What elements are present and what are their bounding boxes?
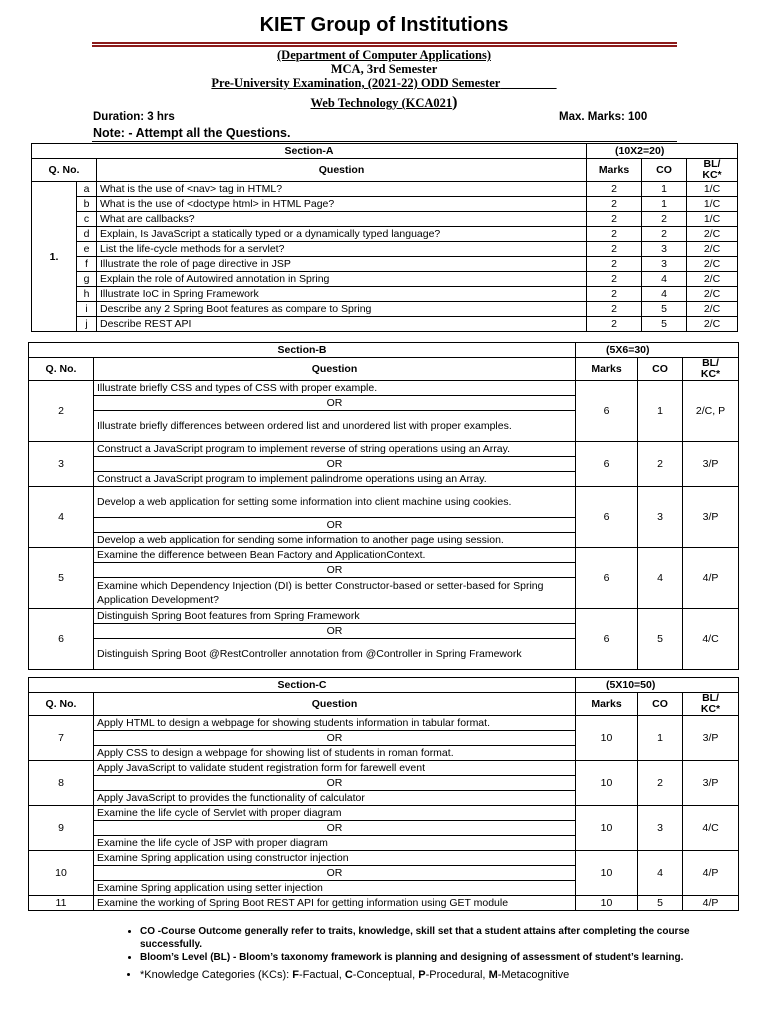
bl-value: 4/C — [683, 609, 739, 670]
section-b-row — [29, 442, 739, 457]
exam-text: Pre-University Examination, (2021-22) ODD Semester — [211, 76, 501, 90]
question-option-1: Illustrate briefly CSS and types of CSS with proper example. — [94, 381, 576, 396]
footnote-bl: • Bloom’s Level (BL) - Bloom’s taxonomy framework is planning and designing of assessment of student’s learning. — [140, 952, 700, 965]
bl-value: 2/C — [687, 317, 738, 332]
section-c-table — [28, 677, 739, 911]
section-c-marks: (5X10=50) — [576, 678, 739, 693]
col-bl — [687, 159, 738, 182]
or-separator: OR — [94, 776, 576, 791]
section-a-table — [31, 143, 738, 332]
question-number: 10 — [29, 851, 94, 896]
marks-value: 2 — [587, 272, 642, 287]
co-value: 2 — [638, 761, 683, 806]
section-a-row — [32, 197, 738, 212]
question-option-2: Construct a JavaScript program to implement palindrome operations using an Array. — [94, 472, 576, 487]
col-co: CO — [638, 693, 683, 716]
section-a-row — [32, 212, 738, 227]
bl-value: 1/C — [687, 212, 738, 227]
co-value: 1 — [642, 182, 687, 197]
kc-p-text: -Procedural, — [425, 968, 489, 981]
col-bl — [683, 358, 739, 381]
bl-value: 2/C — [687, 257, 738, 272]
subject-line — [0, 94, 768, 112]
question-number: 2 — [29, 381, 94, 442]
bl-value: 1/C — [687, 182, 738, 197]
marks-value: 2 — [587, 212, 642, 227]
exam-line — [0, 76, 768, 91]
question-number: 4 — [29, 487, 94, 548]
co-value: 1 — [642, 197, 687, 212]
or-separator: OR — [94, 457, 576, 472]
marks-value: 2 — [587, 182, 642, 197]
marks-value: 10 — [576, 851, 638, 896]
question-option-1: Develop a web application for setting some information into client machine using cookies. — [94, 487, 576, 518]
footnote-co: • CO -Course Outcome generally refer to traits, knowledge, skill set that a student attains after completing the course successfully. — [140, 926, 700, 951]
or-separator: OR — [94, 624, 576, 639]
bl-value: 4/C — [683, 806, 739, 851]
question-option-2: Apply JavaScript to provides the functionality of calculator — [94, 791, 576, 806]
bl-value: 2/C, P — [683, 381, 739, 442]
or-separator: OR — [94, 563, 576, 578]
sub-question-letter: i — [77, 302, 97, 317]
bl-value: 3/P — [683, 761, 739, 806]
section-a-column-header — [32, 159, 738, 182]
co-value: 4 — [638, 548, 683, 609]
bl-value: 4/P — [683, 548, 739, 609]
kc-p: P — [418, 968, 426, 981]
or-separator: OR — [94, 396, 576, 411]
co-value: 2 — [638, 442, 683, 487]
section-c-row — [29, 761, 739, 776]
section-a-row — [32, 287, 738, 302]
bl-value: 1/C — [687, 197, 738, 212]
marks-value: 10 — [576, 761, 638, 806]
question-option-2: Examine the life cycle of JSP with proper diagram — [94, 836, 576, 851]
marks-value: 10 — [576, 806, 638, 851]
co-value: 3 — [638, 806, 683, 851]
co-value: 3 — [642, 257, 687, 272]
section-c-heading-row — [29, 678, 739, 693]
co-value: 4 — [638, 851, 683, 896]
co-value: 5 — [642, 317, 687, 332]
section-c-row — [29, 806, 739, 821]
max-marks: Max. Marks: 100 — [559, 111, 648, 123]
marks-value: 2 — [587, 317, 642, 332]
title-rule-top — [92, 42, 677, 44]
marks-value: 2 — [587, 287, 642, 302]
col-co: CO — [638, 358, 683, 381]
or-separator: OR — [94, 866, 576, 881]
question-number: 8 — [29, 761, 94, 806]
question-text: Explain, Is JavaScript a statically typed or a dynamically typed language? — [97, 227, 587, 242]
bl-value: 3/P — [683, 487, 739, 548]
section-a-row — [32, 182, 738, 197]
marks-value: 2 — [587, 242, 642, 257]
col-bl-line2: KC* — [700, 703, 721, 715]
col-bl-line2: KC* — [700, 368, 721, 380]
bl-value: 2/C — [687, 272, 738, 287]
question-number: 9 — [29, 806, 94, 851]
kc-c-text: -Conceptual, — [352, 968, 419, 981]
question-option-1: Apply HTML to design a webpage for showing students information in tabular format. — [94, 716, 576, 731]
kc-c: C — [344, 968, 353, 981]
marks-value: 6 — [576, 487, 638, 548]
section-a-title: Section-A — [32, 144, 587, 159]
kc-m-text: -Metacognitive — [497, 968, 570, 981]
section-b-marks: (5X6=30) — [576, 343, 739, 358]
question-text: Illustrate IoC in Spring Framework — [97, 287, 587, 302]
col-bl-line2: KC* — [702, 169, 722, 181]
sub-question-letter: g — [77, 272, 97, 287]
col-bl-line1: BL/ — [702, 357, 719, 369]
section-b-heading-row — [29, 343, 739, 358]
question-option-2: Examine Spring application using setter injection — [94, 881, 576, 896]
question-number: 5 — [29, 548, 94, 609]
co-value: 1 — [638, 381, 683, 442]
question-option-2: Develop a web application for sending some information to another page using session. — [94, 533, 576, 548]
duration: Duration: 3 hrs — [93, 111, 175, 123]
question-text: List the life-cycle methods for a servlet? — [97, 242, 587, 257]
marks-value: 10 — [576, 896, 638, 911]
marks-value: 6 — [576, 381, 638, 442]
section-b-row — [29, 609, 739, 624]
question-number: 7 — [29, 716, 94, 761]
bl-value: 2/C — [687, 242, 738, 257]
marks-value: 6 — [576, 609, 638, 670]
or-separator: OR — [94, 821, 576, 836]
question-text: Describe REST API — [97, 317, 587, 332]
section-a-row — [32, 242, 738, 257]
question-option-1: Examine the difference between Bean Factory and ApplicationContext. — [94, 548, 576, 563]
sub-question-letter: a — [77, 182, 97, 197]
or-separator: OR — [94, 518, 576, 533]
section-a-row — [32, 257, 738, 272]
co-value: 3 — [638, 487, 683, 548]
question-text: What is the use of <doctype html> in HTML Page? — [97, 197, 587, 212]
title-rule-bottom — [92, 45, 677, 47]
marks-value: 2 — [587, 197, 642, 212]
col-qno: Q. No. — [29, 358, 94, 381]
question-text: What are callbacks? — [97, 212, 587, 227]
exam-underline-pad — [500, 76, 556, 90]
col-marks: Marks — [576, 693, 638, 716]
kc-m: M — [488, 968, 498, 981]
kc-f: F — [292, 968, 299, 981]
co-value: 2 — [642, 212, 687, 227]
kc-f-text: -Factual, — [298, 968, 345, 981]
marks-value: 6 — [576, 442, 638, 487]
kc-prefix: *Knowledge Categories (KCs): — [140, 968, 293, 981]
question-option-2: Examine which Dependency Injection (DI) is better Constructor-based or setter-based for Spring Application Development? — [94, 578, 576, 609]
subject-paren: ) — [452, 94, 458, 111]
co-value: 5 — [638, 896, 683, 911]
bl-value: 3/P — [683, 442, 739, 487]
footnotes — [118, 926, 700, 982]
section-a-marks: (10X2=20) — [587, 144, 738, 159]
section-a-row — [32, 302, 738, 317]
section-b-table — [28, 342, 739, 670]
col-marks: Marks — [587, 159, 642, 182]
section-b-row — [29, 487, 739, 518]
program-line: MCA, 3rd Semester — [330, 62, 438, 76]
bl-value: 2/C — [687, 227, 738, 242]
marks-value: 2 — [587, 302, 642, 317]
section-b-column-header — [29, 358, 739, 381]
marks-value: 2 — [587, 227, 642, 242]
section-b-title: Section-B — [29, 343, 576, 358]
section-c-row — [29, 716, 739, 731]
col-question: Question — [97, 159, 587, 182]
marks-value: 2 — [587, 257, 642, 272]
bl-value: 4/P — [683, 851, 739, 896]
question-option-1: Construct a JavaScript program to implement reverse of string operations using an Array. — [94, 442, 576, 457]
section-c-title: Section-C — [29, 678, 576, 693]
co-value: 1 — [638, 716, 683, 761]
co-value: 5 — [638, 609, 683, 670]
instruction-note: Note: - Attempt all the Questions. — [93, 126, 291, 140]
question-text: Examine the working of Spring Boot REST API for getting information using GET module — [94, 896, 576, 911]
sub-question-letter: f — [77, 257, 97, 272]
col-co: CO — [642, 159, 687, 182]
section-b-row — [29, 381, 739, 396]
question-text: What is the use of <nav> tag in HTML? — [97, 182, 587, 197]
question-number: 6 — [29, 609, 94, 670]
question-text: Illustrate the role of page directive in JSP — [97, 257, 587, 272]
section-a-row — [32, 227, 738, 242]
section-b-row — [29, 548, 739, 563]
bl-value: 2/C — [687, 287, 738, 302]
question-number: 1. — [32, 182, 77, 332]
col-bl-line1: BL/ — [702, 692, 719, 704]
bl-value: 4/P — [683, 896, 739, 911]
section-c-column-header — [29, 693, 739, 716]
section-a-heading-row — [32, 144, 738, 159]
or-separator: OR — [94, 731, 576, 746]
col-question: Question — [94, 693, 576, 716]
sub-question-letter: h — [77, 287, 97, 302]
question-option-1: Apply JavaScript to validate student registration form for farewell event — [94, 761, 576, 776]
co-value: 2 — [642, 227, 687, 242]
marks-value: 6 — [576, 548, 638, 609]
footnote-kc — [140, 969, 700, 982]
bl-value: 2/C — [687, 302, 738, 317]
col-marks: Marks — [576, 358, 638, 381]
section-c-last-row — [29, 896, 739, 911]
question-option-1: Examine Spring application using constructor injection — [94, 851, 576, 866]
sub-question-letter: d — [77, 227, 97, 242]
question-option-2: Illustrate briefly differences between ordered list and unordered list with proper examples. — [94, 411, 576, 442]
subject-text: Web Technology (KCA021 — [310, 96, 453, 110]
question-number: 3 — [29, 442, 94, 487]
sub-question-letter: j — [77, 317, 97, 332]
note-rule — [92, 141, 677, 142]
co-value: 4 — [642, 272, 687, 287]
bl-value: 3/P — [683, 716, 739, 761]
department-line: (Department of Computer Applications) — [277, 48, 491, 62]
section-c-row — [29, 851, 739, 866]
co-value: 3 — [642, 242, 687, 257]
col-qno: Q. No. — [29, 693, 94, 716]
col-qno: Q. No. — [32, 159, 97, 182]
section-a-row — [32, 272, 738, 287]
sub-question-letter: c — [77, 212, 97, 227]
question-option-2: Apply CSS to design a webpage for showing list of students in roman format. — [94, 746, 576, 761]
institution-title: KIET Group of Institutions — [259, 14, 509, 36]
col-question: Question — [94, 358, 576, 381]
col-bl-line1: BL/ — [703, 158, 721, 170]
section-a-row — [32, 317, 738, 332]
question-option-1: Distinguish Spring Boot features from Spring Framework — [94, 609, 576, 624]
co-value: 5 — [642, 302, 687, 317]
question-option-2: Distinguish Spring Boot @RestController annotation from @Controller in Spring Framework — [94, 639, 576, 670]
sub-question-letter: b — [77, 197, 97, 212]
sub-question-letter: e — [77, 242, 97, 257]
question-number: 11 — [29, 896, 94, 911]
question-text: Describe any 2 Spring Boot features as compare to Spring — [97, 302, 587, 317]
marks-value: 10 — [576, 716, 638, 761]
question-option-1: Examine the life cycle of Servlet with proper diagram — [94, 806, 576, 821]
col-bl — [683, 693, 739, 716]
question-text: Explain the role of Autowired annotation in Spring — [97, 272, 587, 287]
co-value: 4 — [642, 287, 687, 302]
